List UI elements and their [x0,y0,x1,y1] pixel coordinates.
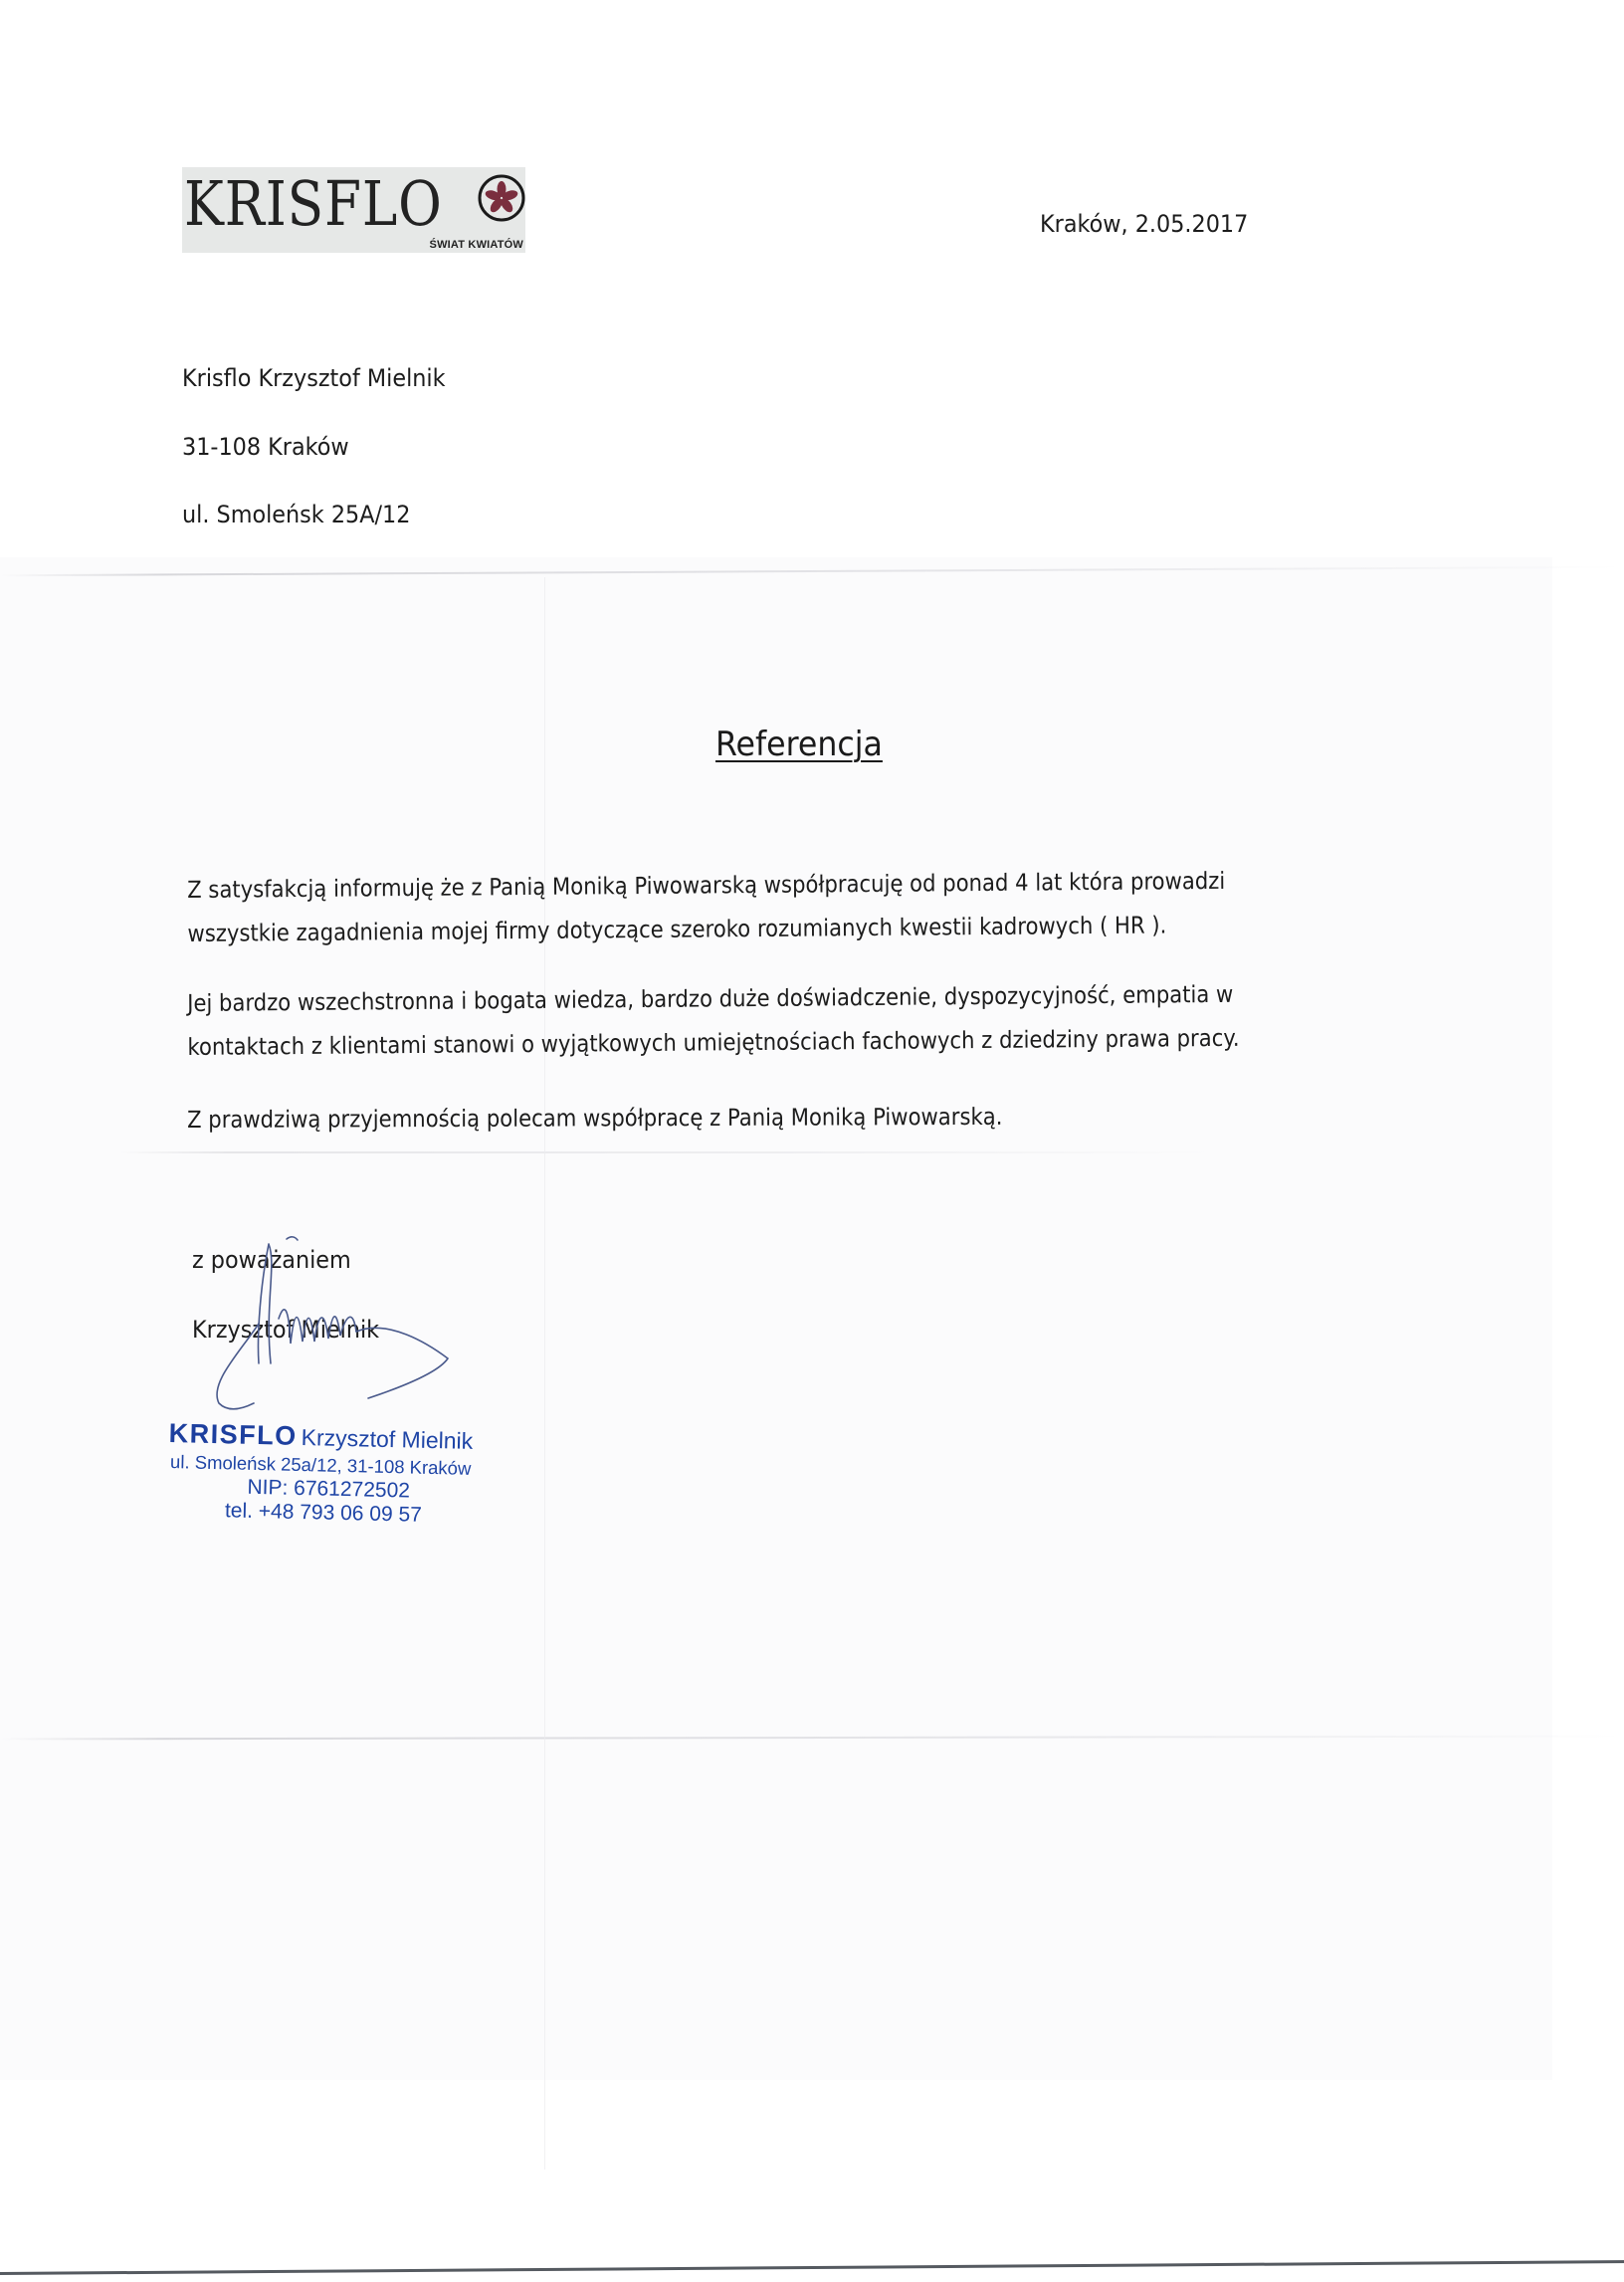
paragraph-line: wszystkie zagadnienia mojej firmy dotyczące szeroko rozumianych kwestii kadrowych ( HR ). [187,911,1167,947]
fold-line-vertical [544,577,545,2170]
paragraph-line: kontaktach z klientami stanowi o wyjątkowych umiejętnościach fachowych z dziedziny prawa pracy. [187,1023,1240,1061]
body-paragraph-2 [187,971,1379,1069]
sender-postal-city: 31-108 Kraków [182,433,349,461]
paragraph-line: Z prawdziwą przyjemnością polecam współpracę z Panią Moniką Piwowarską. [187,1102,1003,1134]
stamp-brand: KRISFLO [168,1418,299,1451]
stamp-nip: NIP: 6761272502 [247,1475,411,1503]
letter-date: Kraków, 2.05.2017 [1040,210,1249,238]
paragraph-line: Z satysfakcją informuję że z Panią Moniką Piwowarską współpracuję od ponad 4 lat która prowadzi [187,866,1226,904]
page-bottom-edge [0,2260,1624,2275]
company-logo [182,167,525,253]
signature-icon [199,1224,468,1413]
logo-wordmark: KRISFLO [184,167,443,240]
document-title: Referencja [715,725,883,764]
sender-company: Krisflo Krzysztof Mielnik [182,364,446,392]
paragraph-line: Jej bardzo wszechstronna i bogata wiedza, bardzo duże doświadczenie, dyspozycyjność, empatia w [187,979,1234,1017]
sender-street: ul. Smoleńsk 25A/12 [182,501,411,528]
logo-subtitle: ŚWIAT KWIATÓW [429,239,523,251]
company-stamp [167,1418,547,1531]
closing-salutation: z poważaniem [192,1246,351,1274]
signer-name: Krzysztof Mielnik [192,1316,380,1344]
body-paragraph-3 [187,1093,1378,1141]
body-paragraph-1 [187,858,1379,955]
stamp-address: ul. Smoleńsk 25a/12, 31-108 Kraków [169,1451,472,1479]
fold-line [119,1151,1214,1153]
stamp-phone: tel. +48 793 06 09 57 [224,1499,423,1527]
stamp-owner: Krzysztof Mielnik [301,1424,474,1454]
flower-icon [477,173,526,223]
